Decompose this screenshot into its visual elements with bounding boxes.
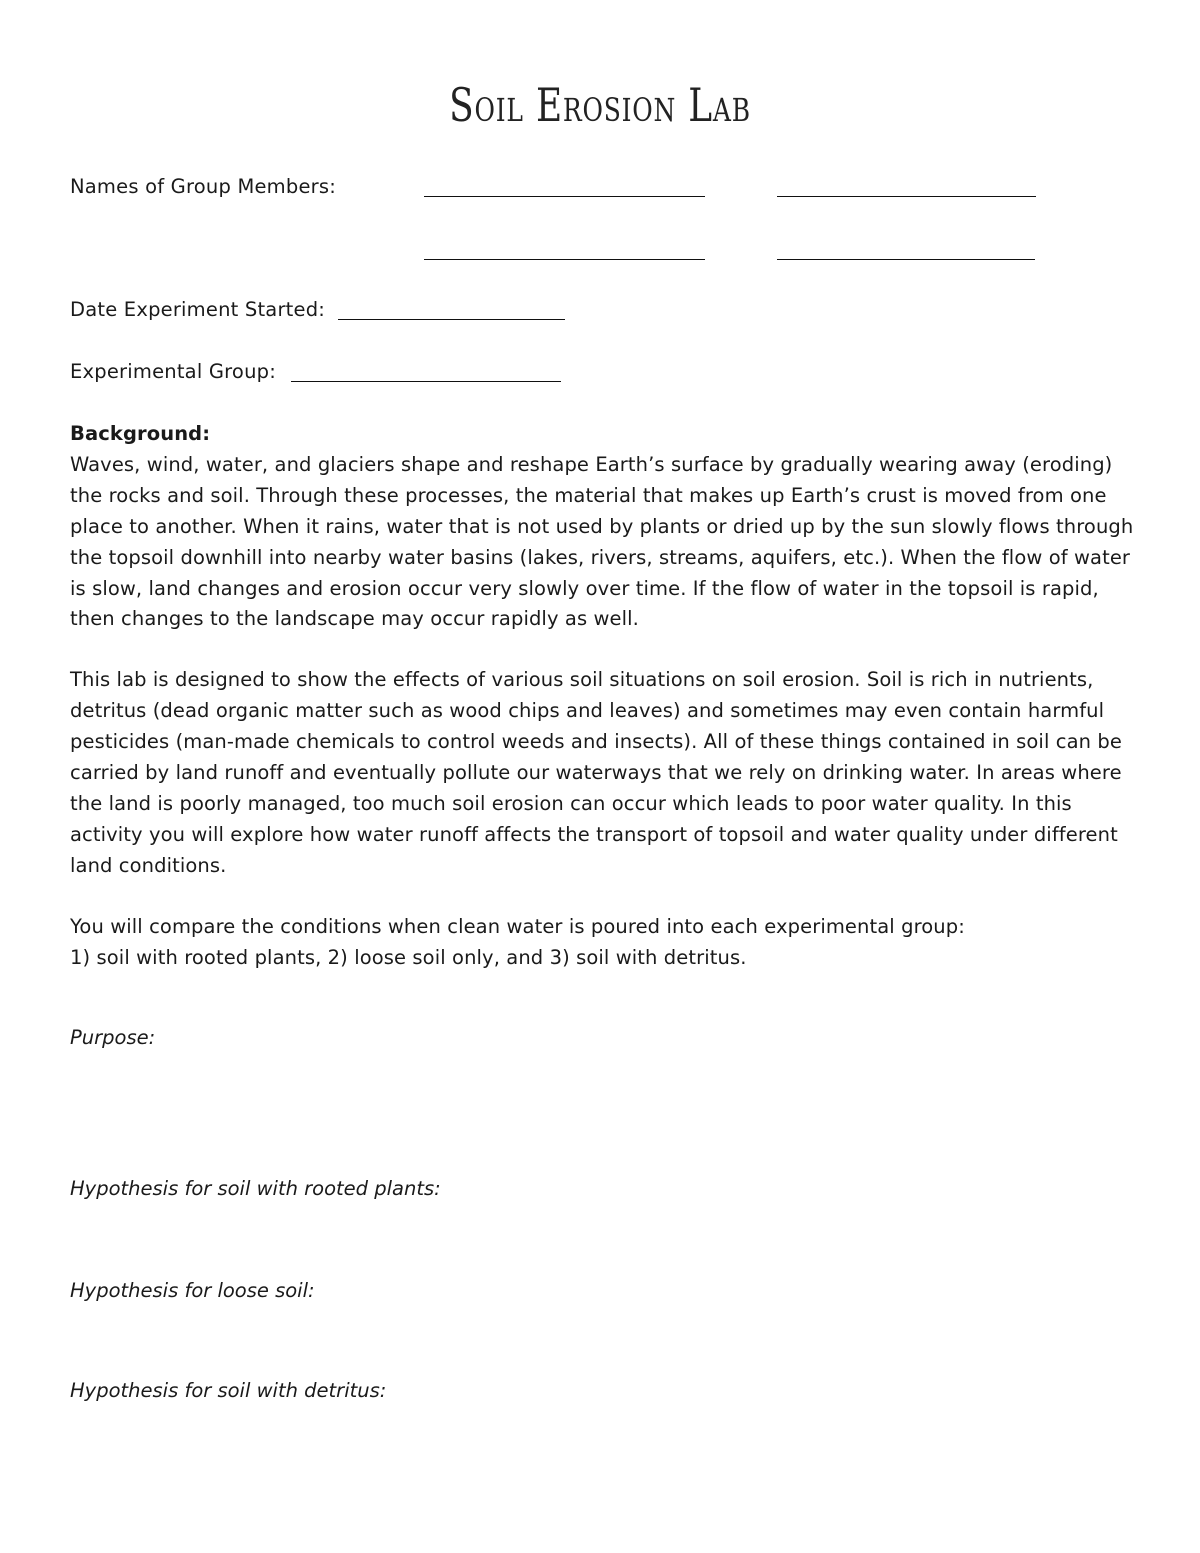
group-members-label: Names of Group Members:	[70, 175, 336, 198]
hypothesis-detritus-prompt: Hypothesis for soil with detritus:	[70, 1379, 387, 1402]
hypothesis-rooted-prompt: Hypothesis for soil with rooted plants:	[70, 1177, 441, 1200]
background-paragraph-2: This lab is designed to show the effects of various soil situations on soil erosion. Soil is rich in nutrients, detritus (dead organic matter such as wood chips and leaves) and sometimes may even contain harmful pesticides (man-made chemicals to control weeds and insects). All of these things contained in soil can be carried by land runoff and eventually pollute our waterways that we rely on drinking water. In areas where the land is poorly managed, too much soil erosion can occur which leads to poor water quality. In this activity you will explore how water runoff affects the transport of topsoil and water quality under different land conditions.	[70, 668, 1122, 877]
date-started-label: Date Experiment Started:	[70, 298, 326, 321]
background-paragraph-1: Waves, wind, water, and glaciers shape and reshape Earth’s surface by gradually wearing away (eroding) the rocks and soil. Through these processes, the material that makes up Earth’s crust is moved from one place to another. When it rains, water that is not used by plants or dried up by the sun slowly flows through the topsoil downhill into nearby water basins (lakes, rivers, streams, aquifers, etc.). When the flow of water is slow, land changes and erosion occur very slowly over time. If the flow of water in the topsoil is rapid, then changes to the landscape may occur rapidly as well.	[70, 452, 1134, 631]
background-section	[70, 419, 1140, 974]
date-started-blank[interactable]	[338, 319, 565, 320]
background-paragraph-3-line-1: You will compare the conditions when clean water is poured into each experimental group:	[70, 914, 965, 938]
member-blank-1[interactable]	[424, 196, 705, 197]
experimental-group-label: Experimental Group:	[70, 360, 276, 383]
background-paragraph-3-line-2: 1) soil with rooted plants, 2) loose soil only, and 3) soil with detritus.	[70, 945, 747, 969]
page-title: Soil Erosion Lab	[449, 78, 751, 132]
member-blank-4[interactable]	[777, 259, 1035, 260]
experimental-group-blank[interactable]	[291, 381, 561, 382]
hypothesis-loose-prompt: Hypothesis for loose soil:	[70, 1279, 315, 1302]
member-blank-3[interactable]	[424, 259, 705, 260]
purpose-prompt: Purpose:	[70, 1026, 156, 1049]
background-heading: Background:	[70, 422, 211, 445]
member-blank-2[interactable]	[777, 196, 1036, 197]
